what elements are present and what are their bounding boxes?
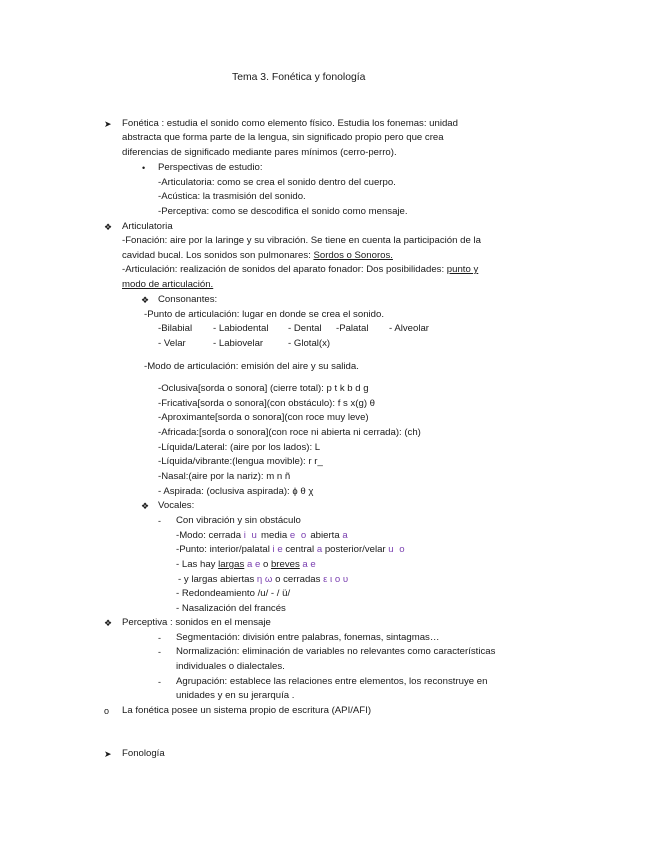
modo-item: -Africada:[sorda o sonora](con roce ni abierta ni cerrada): (ch) (158, 427, 421, 438)
modo-item: -Nasal:(aire por la nariz): m n ñ (158, 471, 291, 482)
fonetica-line-1: Fonética : estudia el sonido como elemento físico. Estudia los fonemas: unidad (122, 118, 458, 129)
consonantes-heading: Consonantes: (158, 294, 218, 305)
articulatoria-heading: Articulatoria (122, 221, 173, 232)
punto-item: -Bilabial (158, 323, 193, 334)
punto-articulacion: -Punto de articulación: lugar en donde se crea el sonido. (144, 309, 384, 320)
bullet-icon: • (142, 163, 146, 173)
perspectiva-item: -Acústica: la trasmisión del sonido. (158, 191, 306, 202)
arrow-bullet-icon: ➤ (104, 119, 112, 129)
perceptiva-item: individuales o dialectales. (176, 661, 285, 672)
vocales-abiertas-cerradas: - y largas abiertas η ω o cerradas ε ι ο υ (178, 574, 349, 585)
perspectiva-item: -Perceptiva: como se descodifica el sonido como mensaje. (158, 206, 408, 217)
modo-item: -Fricativa[sorda o sonora](con obstáculo): f s x(g) θ (158, 398, 376, 409)
modo-articulacion: -Modo de articulación: emisión del aire y su salida. (144, 361, 359, 372)
sistema-line: La fonética posee un sistema propio de escritura (API/AFI) (122, 705, 372, 716)
articulacion-line-2: modo de articulación. (122, 279, 214, 290)
diamond-bullet-icon: ❖ (141, 295, 150, 305)
vocales-punto: -Punto: interior/palatal i e central a posterior/velar u o (176, 544, 407, 555)
punto-item: - Alveolar (389, 323, 429, 334)
diamond-bullet-icon: ❖ (141, 501, 150, 511)
vocales-nasalizacion: - Nasalización del francés (176, 603, 286, 614)
dash-bullet-icon: - (158, 677, 161, 687)
vocales-subheading: Con vibración y sin obstáculo (176, 515, 301, 526)
modo-item: - Aspirada: (oclusiva aspirada): ɸ θ χ (158, 486, 314, 497)
modo-item: -Líquida/vibrante:(lengua movible): r r_ (158, 456, 323, 467)
dash-bullet-icon: - (158, 633, 161, 643)
perceptiva-heading: Perceptiva : sonidos en el mensaje (122, 617, 271, 628)
circle-bullet-icon: o (104, 706, 110, 716)
fonacion-line-2: cavidad bucal. Los sonidos son pulmonares: Sordos o Sonoros. (122, 250, 393, 261)
dash-bullet-icon: - (158, 647, 161, 657)
fonacion-line-1: -Fonación: aire por la laringe y su vibración. Se tiene en cuenta la participación de la (122, 235, 481, 246)
modo-item: -Aproximante[sorda o sonora](con roce muy leve) (158, 412, 369, 423)
vocales-largas-breves: - Las hay largas a e o breves a e (176, 559, 316, 570)
fonetica-line-2: abstracta que forma parte de la lengua, sin significado propio pero que crea (122, 132, 444, 143)
vocales-redondeamiento: - Redondeamiento /u/ - / ü/ (176, 588, 291, 599)
vocales-heading: Vocales: (158, 500, 195, 511)
perceptiva-item: Normalización: eliminación de variables no relevantes como características (176, 646, 496, 657)
modo-item: -Líquida/Lateral: (aire por los lados): L (158, 442, 321, 453)
page-title: Tema 3. Fonética y fonología (232, 72, 366, 83)
perspectivas-heading: Perspectivas de estudio: (158, 162, 263, 173)
modo-item: -Oclusiva[sorda o sonora] (cierre total): p t k b d g (158, 383, 369, 394)
perceptiva-item: unidades y en su jerarquía . (176, 690, 295, 701)
articulacion-line-1: -Articulación: realización de sonidos del aparato fonador: Dos posibilidades: punto y (122, 264, 479, 275)
punto-item: - Labiodental (213, 323, 269, 334)
fonetica-line-3: diferencias de significado mediante pares mínimos (cerro-perro). (122, 147, 397, 158)
punto-item: - Labiovelar (213, 338, 264, 349)
punto-item: - Glotal(x) (288, 338, 331, 349)
perceptiva-item: Agrupación: establece las relaciones entre elementos, los reconstruye en (176, 676, 488, 687)
punto-item: -Palatal (336, 323, 369, 334)
perceptiva-item: Segmentación: división entre palabras, fonemas, sintagmas… (176, 632, 440, 643)
perspectiva-item: -Articulatoria: como se crea el sonido dentro del cuerpo. (158, 177, 396, 188)
diamond-bullet-icon: ❖ (104, 618, 113, 628)
vocales-modo: -Modo: cerrada i u media e o abierta a (176, 530, 348, 541)
arrow-bullet-icon: ➤ (104, 749, 112, 759)
fonologia-heading: Fonología (122, 748, 165, 759)
dash-bullet-icon: - (158, 516, 161, 526)
diamond-bullet-icon: ❖ (104, 222, 113, 232)
punto-item: - Dental (288, 323, 322, 334)
punto-item: - Velar (158, 338, 186, 349)
